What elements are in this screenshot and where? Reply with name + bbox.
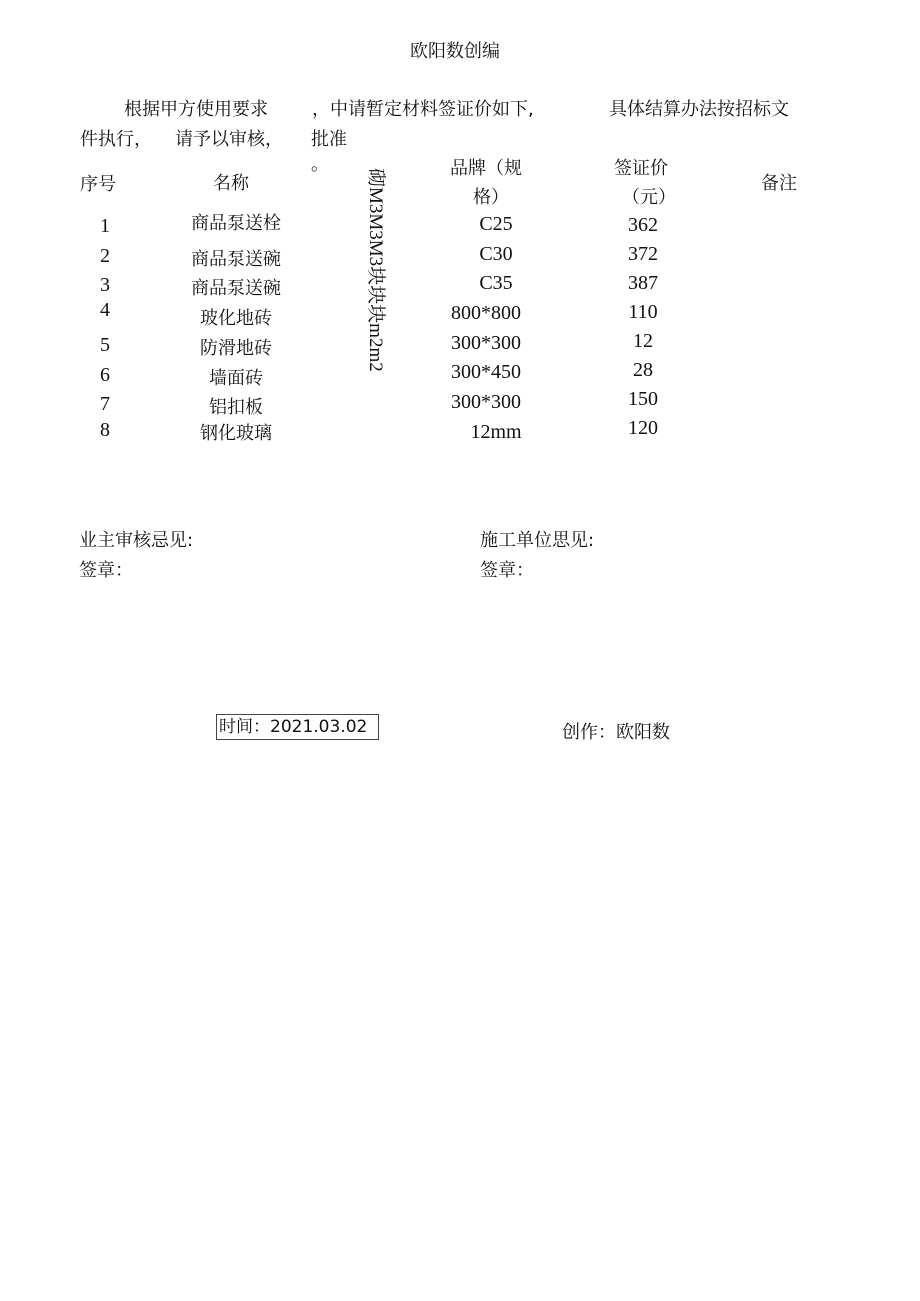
owner-opinion-label: 业主审核忌见:	[79, 530, 194, 551]
header-price-line2: （元）	[622, 187, 676, 208]
contractor-seal-label: 签章：	[480, 560, 534, 581]
row-2-name: 商品泵送碗	[191, 249, 281, 270]
row-2-spec: C30	[479, 243, 513, 265]
row-1-spec: C25	[479, 213, 513, 235]
row-3-name: 商品泵送碗	[191, 278, 281, 299]
header-brand-line2: 格）	[473, 187, 509, 208]
row-4-seq: 4	[100, 299, 110, 321]
row-6-name: 墙面砖	[209, 368, 263, 389]
row-4-spec: 800*800	[451, 302, 521, 324]
unit-column-text: 砌M3M3M3块块块m2m2	[365, 168, 386, 372]
row-8-seq: 8	[100, 419, 110, 441]
intro-text-5: 请予以审核，	[175, 129, 283, 150]
row-5-seq: 5	[100, 334, 110, 356]
row-5-price: 12	[633, 330, 653, 352]
header-price-line1: 签证价	[614, 158, 668, 179]
intro-text-1: 根据甲方使用要求	[124, 99, 268, 120]
unit-column	[360, 168, 400, 378]
row-1-seq: 1	[100, 215, 110, 237]
row-7-price: 150	[628, 388, 658, 410]
row-4-name: 玻化地砖	[200, 308, 272, 329]
contractor-opinion-label: 施工单位思见:	[480, 530, 595, 551]
row-5-name: 防滑地砖	[200, 338, 272, 359]
row-8-price: 120	[628, 417, 658, 439]
row-8-name: 钢化玻璃	[200, 423, 272, 444]
date-box: 时间：2021.03.02	[216, 714, 379, 740]
row-6-spec: 300*450	[451, 361, 521, 383]
row-3-seq: 3	[100, 274, 110, 296]
header-brand-line1: 品牌（规	[450, 158, 522, 179]
row-3-spec: C35	[479, 272, 513, 294]
author-label: 创作：欧阳数	[562, 722, 670, 743]
row-6-price: 28	[633, 359, 653, 381]
header-seq: 序号	[80, 174, 116, 195]
intro-text-3: 具体结算办法按招标文	[609, 99, 789, 120]
intro-text-7: 。	[311, 154, 329, 175]
row-4-price: 110	[628, 301, 658, 323]
row-1-price: 362	[628, 214, 658, 236]
header-name: 名称	[213, 173, 249, 194]
row-5-spec: 300*300	[451, 332, 521, 354]
row-2-price: 372	[628, 243, 658, 265]
row-1-name: 商品泵送栓	[191, 213, 281, 234]
header-remark: 备注	[761, 173, 797, 194]
row-6-seq: 6	[100, 364, 110, 386]
row-3-price: 387	[628, 272, 658, 294]
row-8-spec: 12mm	[470, 421, 522, 443]
row-7-name: 铝扣板	[209, 397, 263, 418]
page-title: 欧阳数创编	[410, 41, 500, 62]
intro-text-2: ，中请暂定材料签证价如下,	[312, 99, 534, 120]
intro-text-6: 批准	[311, 129, 347, 150]
intro-text-4: 件执行，	[80, 129, 152, 150]
row-7-spec: 300*300	[451, 391, 521, 413]
owner-seal-label: 签章：	[79, 560, 133, 581]
row-7-seq: 7	[100, 393, 110, 415]
row-2-seq: 2	[100, 245, 110, 267]
